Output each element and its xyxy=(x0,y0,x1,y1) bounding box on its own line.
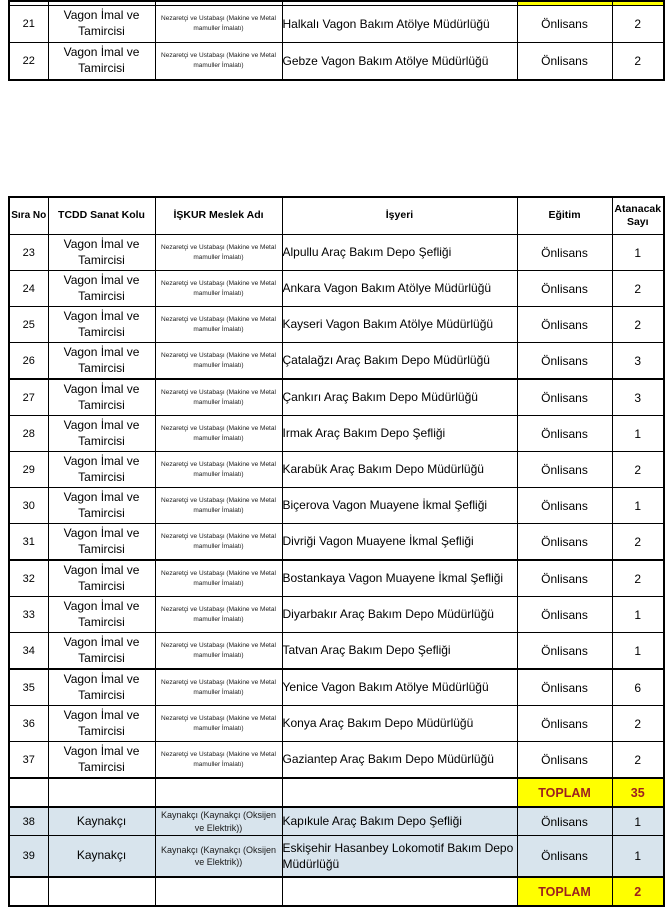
tcdd-sanat-kolu-cell: Vagon İmal ve Tamircisi xyxy=(48,669,155,706)
iskur-meslek-adi-cell: Nezaretçi ve Ustabaşı (Makine ve Metal mamuller İmalatı) xyxy=(155,669,282,706)
table-head xyxy=(9,197,664,235)
atanacak-sayi-cell: 1 xyxy=(612,633,664,670)
empty-cell xyxy=(282,877,517,906)
iskur-meslek-adi-cell: Nezaretçi ve Ustabaşı (Makine ve Metal mamuller İmalatı) xyxy=(155,452,282,488)
egitim-cell: Önlisans xyxy=(517,597,612,633)
egitim-cell: Önlisans xyxy=(517,6,612,43)
vagon-rows-body xyxy=(9,235,664,779)
atanacak-sayi-cell: 1 xyxy=(612,416,664,452)
tcdd-sanat-kolu-cell: Vagon İmal ve Tamircisi xyxy=(48,488,155,524)
table-header-row xyxy=(9,197,664,235)
sira-no-cell: 29 xyxy=(9,452,48,488)
sira-no-cell: 28 xyxy=(9,416,48,452)
sira-no-cell: 27 xyxy=(9,379,48,416)
atanacak-sayi-cell: 2 xyxy=(612,6,664,43)
tcdd-sanat-kolu-cell: Vagon İmal ve Tamircisi xyxy=(48,271,155,307)
toplam-value: 2 xyxy=(612,877,664,906)
sira-no-cell: 36 xyxy=(9,706,48,742)
atanacak-sayi-cell: 3 xyxy=(612,379,664,416)
kaynakci-rows-body xyxy=(9,807,664,877)
page-gap xyxy=(0,81,667,196)
iskur-meslek-adi-cell: Nezaretçi ve Ustabaşı (Makine ve Metal mamuller İmalatı) xyxy=(155,379,282,416)
table-row xyxy=(9,235,664,271)
col-header-atanacak-sayi: Atanacak Sayı xyxy=(612,197,664,235)
egitim-cell: Önlisans xyxy=(517,488,612,524)
egitim-cell: Önlisans xyxy=(517,271,612,307)
atanacak-sayi-cell: 3 xyxy=(612,343,664,380)
isyeri-cell: Kayseri Vagon Bakım Atölye Müdürlüğü xyxy=(282,307,517,343)
isyeri-cell: Kapıkule Araç Bakım Depo Şefliği xyxy=(282,807,517,836)
tcdd-sanat-kolu-cell: Vagon İmal ve Tamircisi xyxy=(48,706,155,742)
egitim-cell: Önlisans xyxy=(517,452,612,488)
table-row xyxy=(9,43,664,81)
isyeri-cell: Yenice Vagon Bakım Atölye Müdürlüğü xyxy=(282,669,517,706)
sira-no-cell: 23 xyxy=(9,235,48,271)
egitim-cell: Önlisans xyxy=(517,560,612,597)
iskur-meslek-adi-cell: Nezaretçi ve Ustabaşı (Makine ve Metal mamuller İmalatı) xyxy=(155,271,282,307)
isyeri-cell: Tatvan Araç Bakım Depo Şefliği xyxy=(282,633,517,670)
col-header-tcdd-sanat-kolu: TCDD Sanat Kolu xyxy=(48,197,155,235)
isyeri-cell: Gaziantep Araç Bakım Depo Müdürlüğü xyxy=(282,742,517,779)
vagon-table-top-partial xyxy=(8,0,665,81)
iskur-meslek-adi-cell: Nezaretçi ve Ustabaşı (Makine ve Metal mamuller İmalatı) xyxy=(155,742,282,779)
col-header-iskur-meslek-adi: İŞKUR Meslek Adı xyxy=(155,197,282,235)
sira-no-cell: 34 xyxy=(9,633,48,670)
atanacak-sayi-cell: 2 xyxy=(612,524,664,561)
iskur-meslek-adi-cell: Nezaretçi ve Ustabaşı (Makine ve Metal mamuller İmalatı) xyxy=(155,597,282,633)
empty-cell xyxy=(155,877,282,906)
atanacak-sayi-cell: 2 xyxy=(612,452,664,488)
egitim-cell: Önlisans xyxy=(517,43,612,81)
sira-no-cell: 30 xyxy=(9,488,48,524)
tcdd-sanat-kolu-cell: Kaynakçı xyxy=(48,807,155,836)
atanacak-sayi-cell: 2 xyxy=(612,560,664,597)
egitim-cell: Önlisans xyxy=(517,343,612,380)
iskur-meslek-adi-cell: Nezaretçi ve Ustabaşı (Makine ve Metal mamuller İmalatı) xyxy=(155,633,282,670)
col-header-egitim: Eğitim xyxy=(517,197,612,235)
isyeri-cell: Halkalı Vagon Bakım Atölye Müdürlüğü xyxy=(282,6,517,43)
tcdd-sanat-kolu-cell: Vagon İmal ve Tamircisi xyxy=(48,43,155,81)
tcdd-sanat-kolu-cell: Vagon İmal ve Tamircisi xyxy=(48,343,155,380)
table-row xyxy=(9,379,664,416)
egitim-cell: Önlisans xyxy=(517,524,612,561)
table-row xyxy=(9,452,664,488)
tcdd-sanat-kolu-cell: Kaynakçı xyxy=(48,836,155,878)
egitim-cell: Önlisans xyxy=(517,235,612,271)
iskur-meslek-adi-cell: Nezaretçi ve Ustabaşı (Makine ve Metal mamuller İmalatı) xyxy=(155,235,282,271)
tcdd-sanat-kolu-cell: Vagon İmal ve Tamircisi xyxy=(48,560,155,597)
atanacak-sayi-cell: 2 xyxy=(612,43,664,81)
table-row xyxy=(9,524,664,561)
top-table-body xyxy=(9,6,664,81)
tcdd-sanat-kolu-cell: Vagon İmal ve Tamircisi xyxy=(48,307,155,343)
tcdd-sanat-kolu-cell: Vagon İmal ve Tamircisi xyxy=(48,742,155,779)
sira-no-cell: 22 xyxy=(9,43,48,81)
sira-no-cell: 33 xyxy=(9,597,48,633)
tcdd-sanat-kolu-cell: Vagon İmal ve Tamircisi xyxy=(48,597,155,633)
empty-cell xyxy=(282,778,517,807)
table-row xyxy=(9,416,664,452)
isyeri-cell: Konya Araç Bakım Depo Müdürlüğü xyxy=(282,706,517,742)
atanacak-sayi-cell: 1 xyxy=(612,597,664,633)
toplam-vagon-body xyxy=(9,778,664,807)
table-row xyxy=(9,669,664,706)
iskur-meslek-adi-cell: Nezaretçi ve Ustabaşı (Makine ve Metal mamuller İmalatı) xyxy=(155,560,282,597)
egitim-cell: Önlisans xyxy=(517,836,612,878)
toplam-kaynakci-body xyxy=(9,877,664,906)
toplam-label: TOPLAM xyxy=(517,877,612,906)
egitim-cell: Önlisans xyxy=(517,807,612,836)
iskur-meslek-adi-cell: Nezaretçi ve Ustabaşı (Makine ve Metal mamuller İmalatı) xyxy=(155,43,282,81)
sira-no-cell: 39 xyxy=(9,836,48,878)
iskur-meslek-adi-cell: Nezaretçi ve Ustabaşı (Makine ve Metal mamuller İmalatı) xyxy=(155,307,282,343)
isyeri-cell: Irmak Araç Bakım Depo Şefliği xyxy=(282,416,517,452)
iskur-meslek-adi-cell: Nezaretçi ve Ustabaşı (Makine ve Metal mamuller İmalatı) xyxy=(155,343,282,380)
toplam-label: TOPLAM xyxy=(517,778,612,807)
sira-no-cell: 25 xyxy=(9,307,48,343)
atanacak-sayi-cell: 1 xyxy=(612,488,664,524)
sira-no-cell: 26 xyxy=(9,343,48,380)
egitim-cell: Önlisans xyxy=(517,633,612,670)
atanacak-sayi-cell: 1 xyxy=(612,807,664,836)
isyeri-cell: Biçerova Vagon Muayene İkmal Şefliği xyxy=(282,488,517,524)
isyeri-cell: Diyarbakır Araç Bakım Depo Müdürlüğü xyxy=(282,597,517,633)
isyeri-cell: Ankara Vagon Bakım Atölye Müdürlüğü xyxy=(282,271,517,307)
sira-no-cell: 38 xyxy=(9,807,48,836)
table-row xyxy=(9,597,664,633)
table-row xyxy=(9,836,664,878)
table-row xyxy=(9,271,664,307)
egitim-cell: Önlisans xyxy=(517,307,612,343)
tcdd-sanat-kolu-cell: Vagon İmal ve Tamircisi xyxy=(48,416,155,452)
col-header-sira-no: Sıra No xyxy=(9,197,48,235)
empty-cell xyxy=(155,778,282,807)
empty-cell xyxy=(48,778,155,807)
tcdd-sanat-kolu-cell: Vagon İmal ve Tamircisi xyxy=(48,6,155,43)
egitim-cell: Önlisans xyxy=(517,416,612,452)
atanacak-sayi-cell: 2 xyxy=(612,271,664,307)
iskur-meslek-adi-cell: Nezaretçi ve Ustabaşı (Makine ve Metal mamuller İmalatı) xyxy=(155,416,282,452)
isyeri-cell: Karabük Araç Bakım Depo Müdürlüğü xyxy=(282,452,517,488)
toplam-row-kaynakci xyxy=(9,877,664,906)
table-row xyxy=(9,742,664,779)
empty-cell xyxy=(48,877,155,906)
empty-cell xyxy=(9,778,48,807)
table-row xyxy=(9,343,664,380)
isyeri-cell: Eskişehir Hasanbey Lokomotif Bakım Depo Müdürlüğü xyxy=(282,836,517,878)
tcdd-sanat-kolu-cell: Vagon İmal ve Tamircisi xyxy=(48,524,155,561)
atanacak-sayi-cell: 2 xyxy=(612,706,664,742)
table-row xyxy=(9,807,664,836)
table-row xyxy=(9,307,664,343)
iskur-meslek-adi-cell: Nezaretçi ve Ustabaşı (Makine ve Metal mamuller İmalatı) xyxy=(155,6,282,43)
table-row xyxy=(9,706,664,742)
table-row xyxy=(9,633,664,670)
atanacak-sayi-cell: 2 xyxy=(612,307,664,343)
tcdd-sanat-kolu-cell: Vagon İmal ve Tamircisi xyxy=(48,633,155,670)
sira-no-cell: 32 xyxy=(9,560,48,597)
toplam-row-vagon xyxy=(9,778,664,807)
isyeri-cell: Çankırı Araç Bakım Depo Müdürlüğü xyxy=(282,379,517,416)
isyeri-cell: Gebze Vagon Bakım Atölye Müdürlüğü xyxy=(282,43,517,81)
egitim-cell: Önlisans xyxy=(517,706,612,742)
isyeri-cell: Bostankaya Vagon Muayene İkmal Şefliği xyxy=(282,560,517,597)
sira-no-cell: 24 xyxy=(9,271,48,307)
sira-no-cell: 21 xyxy=(9,6,48,43)
tcdd-sanat-kolu-cell: Vagon İmal ve Tamircisi xyxy=(48,235,155,271)
iskur-meslek-adi-cell: Nezaretçi ve Ustabaşı (Makine ve Metal mamuller İmalatı) xyxy=(155,524,282,561)
table-row xyxy=(9,6,664,43)
atama-table-main xyxy=(8,196,665,907)
iskur-meslek-adi-cell: Nezaretçi ve Ustabaşı (Makine ve Metal mamuller İmalatı) xyxy=(155,488,282,524)
sira-no-cell: 31 xyxy=(9,524,48,561)
iskur-meslek-adi-cell: Kaynakçı (Kaynakçı (Oksijen ve Elektrik)) xyxy=(155,836,282,878)
iskur-meslek-adi-cell: Kaynakçı (Kaynakçı (Oksijen ve Elektrik)) xyxy=(155,807,282,836)
table-row xyxy=(9,560,664,597)
toplam-value: 35 xyxy=(612,778,664,807)
tcdd-sanat-kolu-cell: Vagon İmal ve Tamircisi xyxy=(48,452,155,488)
atanacak-sayi-cell: 1 xyxy=(612,836,664,878)
table-row xyxy=(9,488,664,524)
atanacak-sayi-cell: 2 xyxy=(612,742,664,779)
atanacak-sayi-cell: 1 xyxy=(612,235,664,271)
col-header-isyeri: İşyeri xyxy=(282,197,517,235)
atanacak-sayi-cell: 6 xyxy=(612,669,664,706)
isyeri-cell: Divriği Vagon Muayene İkmal Şefliği xyxy=(282,524,517,561)
egitim-cell: Önlisans xyxy=(517,379,612,416)
sira-no-cell: 35 xyxy=(9,669,48,706)
empty-cell xyxy=(9,877,48,906)
sira-no-cell: 37 xyxy=(9,742,48,779)
isyeri-cell: Alpullu Araç Bakım Depo Şefliği xyxy=(282,235,517,271)
iskur-meslek-adi-cell: Nezaretçi ve Ustabaşı (Makine ve Metal mamuller İmalatı) xyxy=(155,706,282,742)
isyeri-cell: Çatalağzı Araç Bakım Depo Müdürlüğü xyxy=(282,343,517,380)
egitim-cell: Önlisans xyxy=(517,669,612,706)
tcdd-sanat-kolu-cell: Vagon İmal ve Tamircisi xyxy=(48,379,155,416)
egitim-cell: Önlisans xyxy=(517,742,612,779)
